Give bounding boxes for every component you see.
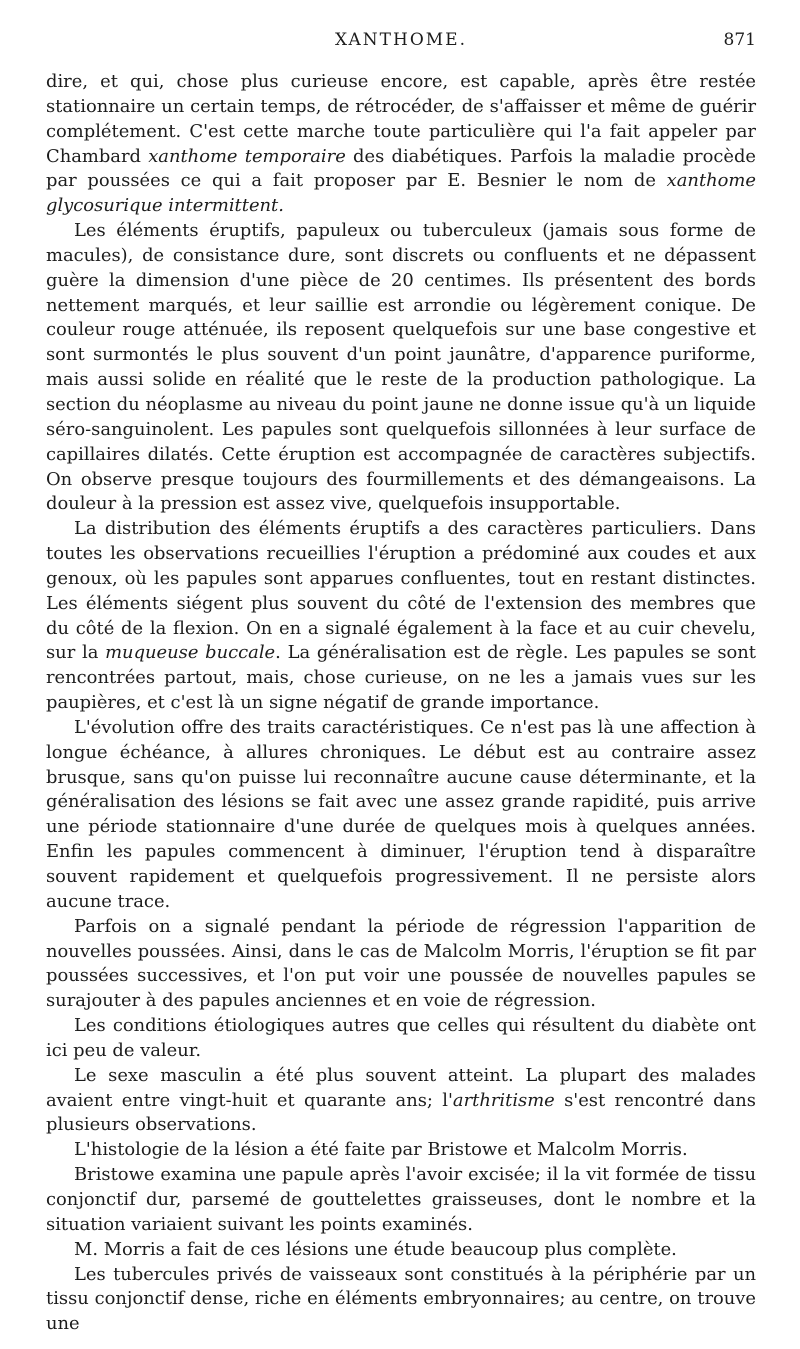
text-run: dire, et qui, chose plus curieuse encore, est capable, après être restée stationnaire un certain temps, de rétrocéder, de s'affaisser et même de guérir complétement. C'est cette marche toute particulière qui l'a fait appeler par Chambard	[46, 71, 756, 167]
running-title: XANTHOME.	[335, 30, 467, 50]
paragraph	[46, 1138, 756, 1163]
paragraph	[46, 1163, 756, 1238]
text-run: La distribution des éléments éruptifs a des caractères particuliers. Dans toutes les observations recueillies l'éruption a prédominé aux coudes et aux genoux, où les papules sont apparues confluentes, tout en restant distinctes. Les éléments siégent plus souvent du côté de l'extension des membres que du côté de la flexion. On en a signalé également à la face et au cuir chevelu, sur la	[46, 518, 756, 664]
paragraph	[46, 70, 756, 219]
paragraph	[46, 1064, 756, 1139]
text-run: L'évolution offre des traits caractéristiques. Ce n'est pas là une affection à longue échéance, à allures chroniques. Le début est au contraire assez brusque, sans qu'on puisse lui reconnaître aucune cause déterminante, et la généralisation des lésions se fait avec une assez grande rapidité, puis arrive une période stationnaire d'une durée de quelques mois à quelques années. Enfin les papules commencent à diminuer, l'éruption tend à disparaître souvent rapidement et quelquefois progressivement. Il ne persiste alors aucune trace.	[46, 716, 756, 912]
text-run: M. Morris a fait de ces lésions une étude beaucoup plus complète.	[74, 1238, 677, 1260]
paragraph	[46, 1238, 756, 1263]
body-text	[46, 70, 756, 1337]
text-run: des diabétiques. Parfois la maladie procède par poussées ce qui a fait proposer par E. Besnier le nom de	[46, 145, 757, 192]
paragraph	[46, 219, 756, 517]
italic-term: xanthome temporaire	[148, 145, 346, 167]
paragraph	[46, 517, 756, 716]
text-run: s'est rencontré dans plusieurs observations.	[46, 1089, 756, 1136]
text-run: Les tubercules privés de vaisseaux sont constitués à la périphérie par un tissu conjonctif dense, riche en éléments embryonnaires; au centre, on trouve une	[46, 1263, 756, 1335]
text-run: Le sexe masculin a été plus souvent atteint. La plupart des malades avaient entre vingt-huit et quarante ans; l'	[46, 1064, 756, 1111]
running-header	[46, 30, 756, 66]
text-run: L'histologie de la lésion a été faite par Bristowe et Malcolm Morris.	[74, 1139, 688, 1161]
italic-term: muqueuse buccale	[105, 642, 276, 664]
text-run: Bristowe examina une papule après l'avoir excisée; il la vit formée de tissu conjonctif dur, parsemé de gouttelettes graisseuses, dont le nombre et la situation variaient suivant les points examinés.	[46, 1164, 756, 1235]
paragraph	[46, 1014, 756, 1064]
paragraph	[46, 915, 756, 1014]
italic-term: arthritisme	[452, 1089, 555, 1111]
text-run: Les conditions étiologiques autres que celles qui résultent du diabète ont ici peu de valeur.	[46, 1015, 756, 1061]
text-run: . La généralisation est de règle. Les papules se sont rencontrées partout, mais, chose curieuse, on ne les a jamais vues sur les paupières, et c'est là un signe négatif de grande importance.	[46, 642, 756, 714]
paragraph	[46, 1263, 756, 1338]
text-run: Les éléments éruptifs, papuleux ou tuberculeux (jamais sous forme de macules), de consistance dure, sont discrets ou confluents et ne dépassent guère la dimension d'une pièce de 20 centimes. Ils présentent des bords nettement marqués, et leur saillie est arrondie ou légèrement conique. De couleur rouge atténuée, ils reposent quelquefois sur une base congestive et sont surmontés le plus souvent d'un point jaunâtre, d'apparence puriforme, mais aussi solide en réalité que le reste de la production pathologique. La section du néoplasme au niveau du point jaune ne donne issue qu'à un liquide séro-sanguinolent. Les papules sont quelquefois sillonnées à leur surface de capillaires dilatés. Cette éruption est accompagnée de caractères subjectifs. On observe presque toujours des fourmillements et des démangeaisons. La douleur à la pression est assez vive, quelquefois insupportable.	[46, 220, 756, 515]
italic-term: xanthome glycosurique intermittent.	[46, 170, 756, 217]
text-run: Parfois on a signalé pendant la période de régression l'apparition de nouvelles poussées. Ainsi, dans le cas de Malcolm Morris, l'éruption se fit par poussées successives, et l'on put voir une poussée de nouvelles papules se surajouter à des papules anciennes et en voie de régression.	[46, 915, 756, 1012]
page-number: 871	[723, 30, 756, 50]
paragraph	[46, 716, 756, 915]
